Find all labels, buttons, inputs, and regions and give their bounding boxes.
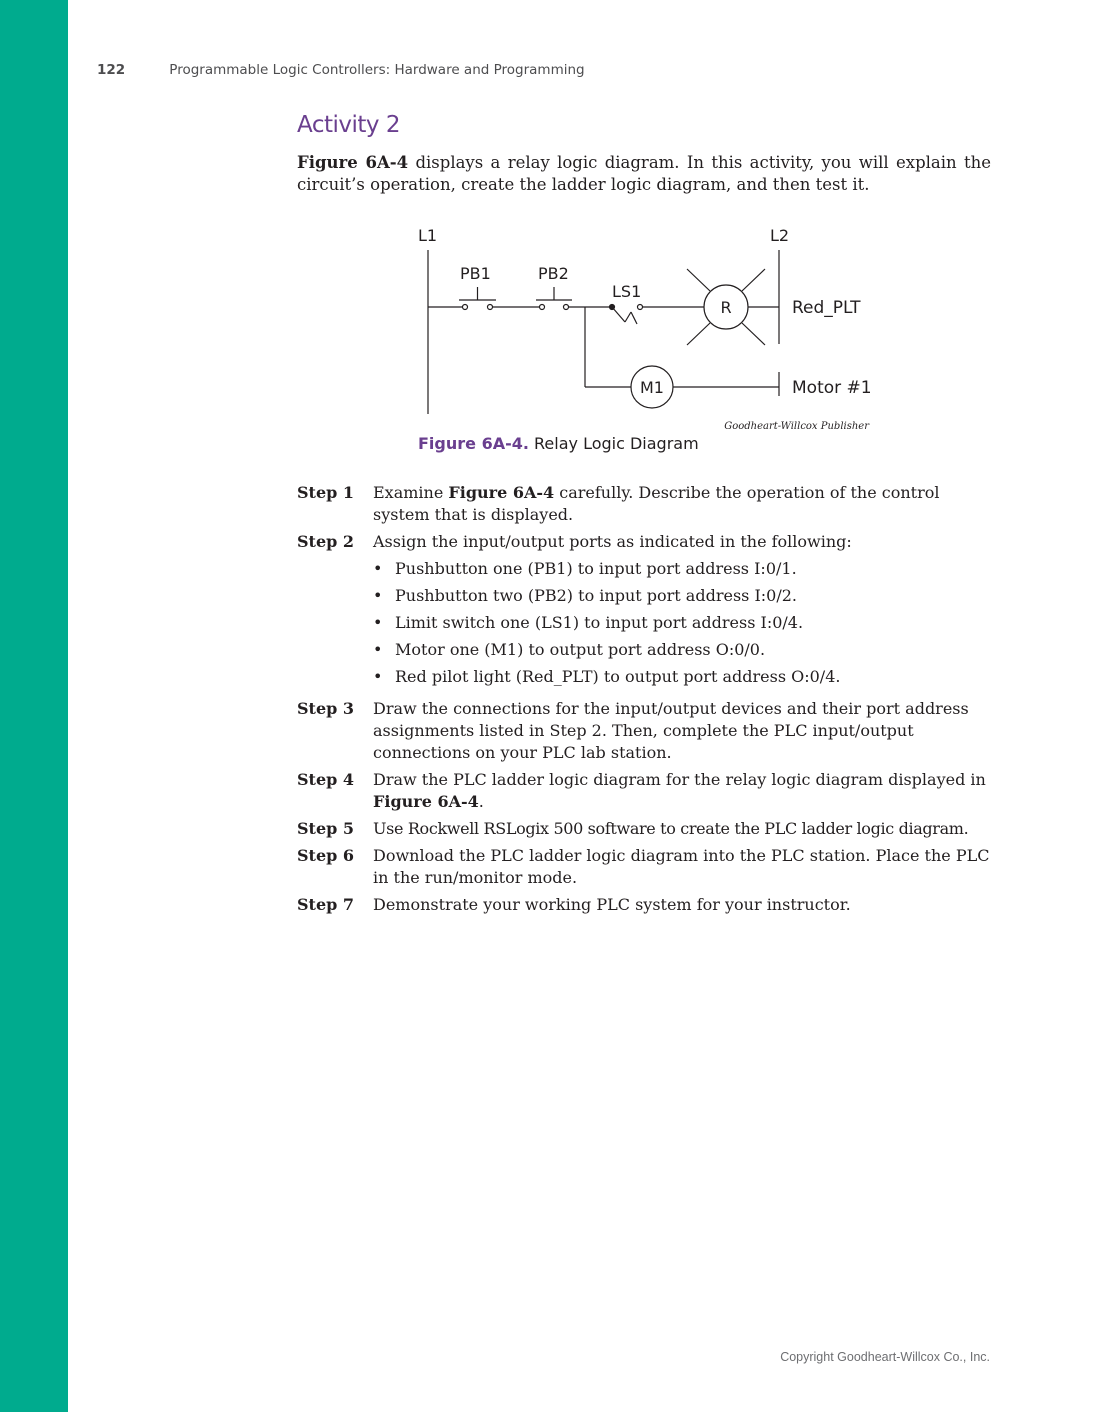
text-run: Examine [373, 483, 449, 502]
text-run: carefully. Describe the operation of the control system that is displayed. [373, 483, 940, 524]
text-run: Assign the input/output ports as indicated in the following: [373, 532, 852, 551]
text-run: Use Rockwell RSLogix 500 software to create the PLC ladder logic diagram. [373, 819, 969, 838]
step-label: Step 4 [297, 770, 355, 789]
step-text [373, 894, 997, 916]
side-color-bar [0, 0, 68, 1412]
figure-credit: Goodheart-Willcox Publisher [724, 421, 869, 432]
pb1-label: PB1 [460, 264, 491, 283]
text-run: displays a relay logic diagram. In this activity, you will explain the circuit’s operation, create the ladder logic diagram, and then test it. [297, 153, 991, 194]
list-item [373, 585, 997, 607]
pb2-label: PB2 [538, 264, 569, 283]
text-run: Draw the PLC ladder logic diagram for the relay logic diagram displayed in [373, 770, 986, 789]
step-item [297, 769, 997, 813]
figure-caption [418, 434, 699, 453]
ls1-limit-switch-symbol [610, 305, 643, 325]
step-text [373, 482, 997, 526]
figure-caption-label: Figure 6A-4. [418, 434, 529, 453]
bullet-icon: • [373, 613, 383, 632]
step-item [297, 698, 997, 764]
step-text [373, 845, 997, 889]
list-item-text: Red pilot light (Red_PLT) to output port address O:0/4. [395, 667, 841, 686]
figure-caption-text: Relay Logic Diagram [528, 434, 699, 453]
running-head [97, 62, 585, 78]
text-run: Demonstrate your working PLC system for your instructor. [373, 895, 851, 914]
step-label: Step 7 [297, 895, 355, 914]
motor-label: Motor #1 [792, 378, 872, 398]
step-item [297, 482, 997, 526]
figure-reference: Figure 6A-4 [373, 792, 479, 811]
step-text [373, 818, 997, 840]
rail-l1-label: L1 [418, 226, 438, 245]
step-label: Step 3 [297, 699, 355, 718]
activity-title: Activity 2 [297, 112, 400, 138]
intro-paragraph [297, 152, 991, 196]
list-item-text: Pushbutton two (PB2) to input port address I:0/2. [395, 586, 797, 605]
copyright-notice: Copyright Goodheart-Willcox Co., Inc. [780, 1350, 990, 1364]
figure-reference: Figure 6A-4 [297, 153, 409, 172]
list-item [373, 666, 997, 688]
relay-logic-diagram [398, 220, 888, 432]
step-item [297, 818, 997, 840]
text-run: Draw the connections for the input/output devices and their port address assignments listed in Step 2. Then, complete the PLC input/output connections on your PLC lab station. [373, 699, 969, 762]
list-item-text: Pushbutton one (PB1) to input port address I:0/1. [395, 559, 797, 578]
bullet-icon: • [373, 667, 383, 686]
step-label: Step 5 [297, 819, 355, 838]
step-text [373, 698, 997, 764]
list-item-text: Limit switch one (LS1) to input port address I:0/4. [395, 613, 804, 632]
lamp-letter: R [720, 298, 732, 317]
list-item-text: Motor one (M1) to output port address O:0/0. [395, 640, 766, 659]
text-run: . [478, 792, 484, 811]
figure-reference: Figure 6A-4 [448, 483, 555, 502]
bullet-icon: • [373, 586, 383, 605]
text-run: Download the PLC ladder logic diagram into the PLC station. Place the PLC in the run/monitor mode. [373, 846, 990, 887]
port-assignment-list [373, 558, 997, 688]
bullet-icon: • [373, 640, 383, 659]
step-item [297, 845, 997, 889]
step-label: Step 1 [297, 483, 355, 502]
ls1-label: LS1 [612, 282, 642, 301]
bullet-icon: • [373, 559, 383, 578]
motor-letter: M1 [640, 378, 664, 397]
steps-list [297, 482, 997, 921]
step-label: Step 2 [297, 532, 355, 551]
page-number: 122 [97, 62, 126, 78]
step-text [373, 769, 997, 813]
step-text [373, 531, 997, 693]
step-item [297, 531, 997, 693]
list-item [373, 639, 997, 661]
step-item [297, 894, 997, 916]
list-item [373, 612, 997, 634]
pb2-pushbutton-symbol [536, 287, 572, 310]
step-label: Step 6 [297, 846, 355, 865]
book-title: Programmable Logic Controllers: Hardware and Programming [169, 62, 585, 78]
lamp-label: Red_PLT [792, 298, 861, 318]
pb1-pushbutton-symbol [459, 287, 496, 310]
list-item [373, 558, 997, 580]
rail-l2-label: L2 [770, 226, 790, 245]
